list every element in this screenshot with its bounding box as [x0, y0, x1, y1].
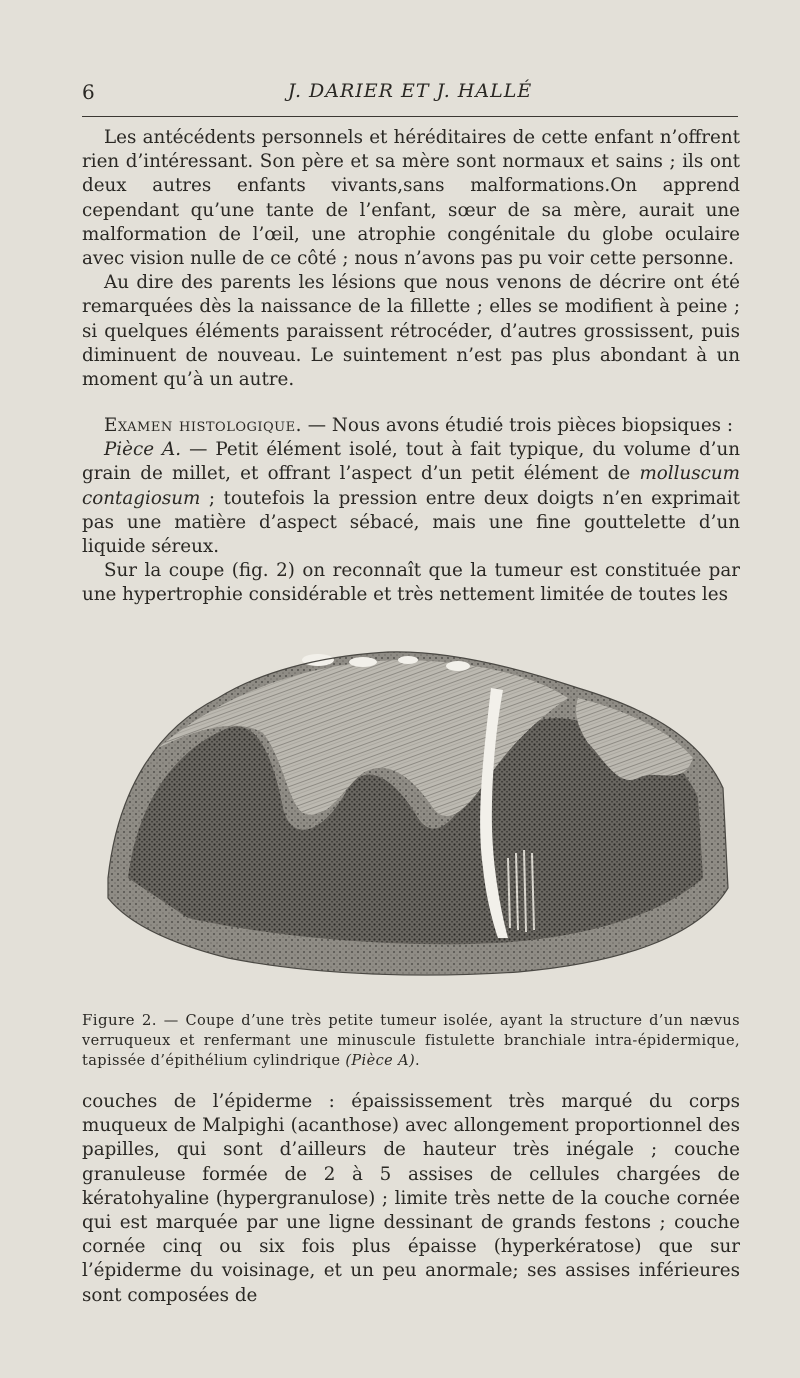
body-text-examen: [82, 414, 740, 608]
piece-text-a: — Petit élément isolé, tout à fait typique, du volume d’un grain de millet, et offrant l’aspect d’un petit élément de: [82, 439, 740, 485]
figure-label: Figure 2.: [82, 1011, 157, 1029]
figure-caption-text: — Coupe d’une très petite tumeur isolée, ayant la structure d’un nævus verruqueux et renfermant une minuscule fistulette branchiale intra-épidermique, tapissée d’épithélium cylindrique: [82, 1013, 740, 1069]
body-text-bottom: [82, 1090, 740, 1308]
figure-caption-italic: (Pièce A): [345, 1053, 416, 1069]
page-header: [82, 80, 738, 110]
piece-label: Pièce A.: [104, 439, 182, 461]
paragraph-continuation: couches de l’épiderme : épaississement très marqué du corps muqueux de Malpighi (acanthose) avec allongement proportionnel des papilles, qui sont d’ailleurs de hauteur très inégale ; couche granuleuse formée de 2 à 5 assises de cellules chargées de kératohyaline (hypergranulose) ; limite très nette de la couche cornée qui est marquée par une ligne dessinant de grands festons ; couche cornée cinq ou six fois plus épaisse (hyperkératose) que sur l’épiderme du voisinage, et un peu anormale; ses assises inférieures sont composées de: [82, 1091, 740, 1306]
piece-text-b: ; toutefois la pression entre deux doigts n’en exprimait pas une matière d’aspect sébacé, mais une fine gouttelette d’un liquide séreux.: [82, 487, 740, 558]
section-heading: Examen histologique.: [104, 415, 302, 436]
running-head: J. DARIER ET J. HALLÉ: [287, 80, 533, 102]
section-text: — Nous avons étudié trois pièces biopsiques :: [301, 415, 734, 436]
paragraph-coupe: Sur la coupe (fig. 2) on reconnaît que la tumeur est constituée par une hypertrophie considérable et très nettement limitée de toutes les: [82, 560, 740, 606]
paragraph-antecedents: Les antécédents personnels et héréditaires de cette enfant n’offrent rien d’intéressant. Son père et sa mère sont normaux et sains ; ils ont deux autres enfants vivants,sans malformations.On apprend cependant qu’une tante de l’enfant, sœur de sa mère, aurait une malformation de l’œil, une atrophie congénitale du globe oculaire avec vision nulle de ce côté ; nous n’avons pas pu voir cette personne.: [82, 127, 740, 270]
paragraph-parents: Au dire des parents les lésions que nous venons de décrire ont été remarquées dès la naissance de la fillette ; elles se modifient à peine ; si quelques éléments paraissent rétrocéder, d’autres grossissent, puis diminuent de nouveau. Le suintement n’est pas plus abondant à un moment qu’à un autre.: [82, 272, 740, 391]
body-text-top: [82, 126, 740, 392]
histology-figure: [98, 638, 738, 988]
paragraph-examen: [82, 414, 740, 438]
figure-caption: [82, 1010, 740, 1071]
header-rule: [82, 116, 738, 117]
histology-section-illustration: [98, 638, 738, 988]
page-number: 6: [82, 80, 95, 104]
paragraph-piece-a: [82, 438, 740, 559]
figure-caption-end: .: [415, 1053, 421, 1069]
piece-term: molluscum contagiosum: [82, 463, 740, 509]
